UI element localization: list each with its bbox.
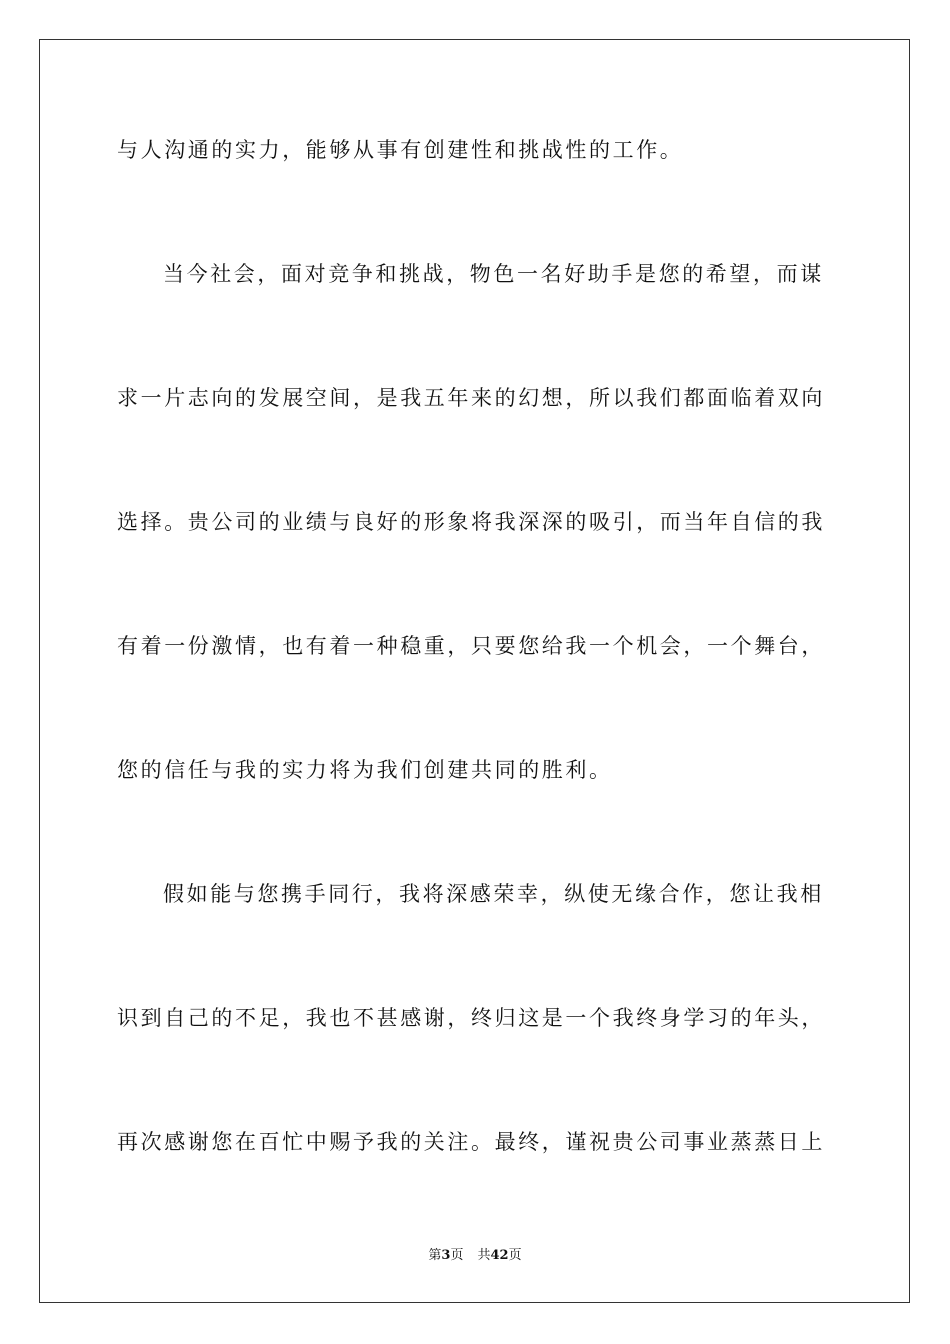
- text-line-9: 再次感谢您在百忙中赐予我的关注。最终，谨祝贵公司事业蒸蒸日上: [117, 1130, 825, 1154]
- page-suffix: 页: [450, 1248, 464, 1263]
- text-line-2: 当今社会，面对竞争和挑战，物色一名好助手是您的希望，而谋: [163, 262, 824, 286]
- page-prefix: 第: [428, 1248, 442, 1263]
- text-line-1: 与人沟通的实力，能够从事有创建性和挑战性的工作。: [117, 138, 684, 162]
- page-number: 3: [441, 1248, 451, 1263]
- text-line-6: 您的信任与我的实力将为我们创建共同的胜利。: [117, 758, 613, 782]
- total-prefix: 共: [477, 1248, 491, 1263]
- text-line-4: 选择。贵公司的业绩与良好的形象将我深深的吸引，而当年自信的我: [117, 510, 825, 534]
- text-line-7: 假如能与您携手同行，我将深感荣幸，纵使无缘合作，您让我相: [163, 882, 824, 906]
- page-footer: [0, 1248, 950, 1264]
- page-border: [39, 39, 910, 1303]
- text-line-3: 求一片志向的发展空间，是我五年来的幻想，所以我们都面临着双向: [117, 386, 825, 410]
- total-pages: 42: [490, 1248, 509, 1263]
- text-line-5: 有着一份激情，也有着一种稳重，只要您给我一个机会，一个舞台，: [117, 634, 825, 658]
- total-suffix: 页: [508, 1248, 522, 1263]
- text-line-8: 识到自己的不足，我也不甚感谢，终归这是一个我终身学习的年头，: [117, 1006, 825, 1030]
